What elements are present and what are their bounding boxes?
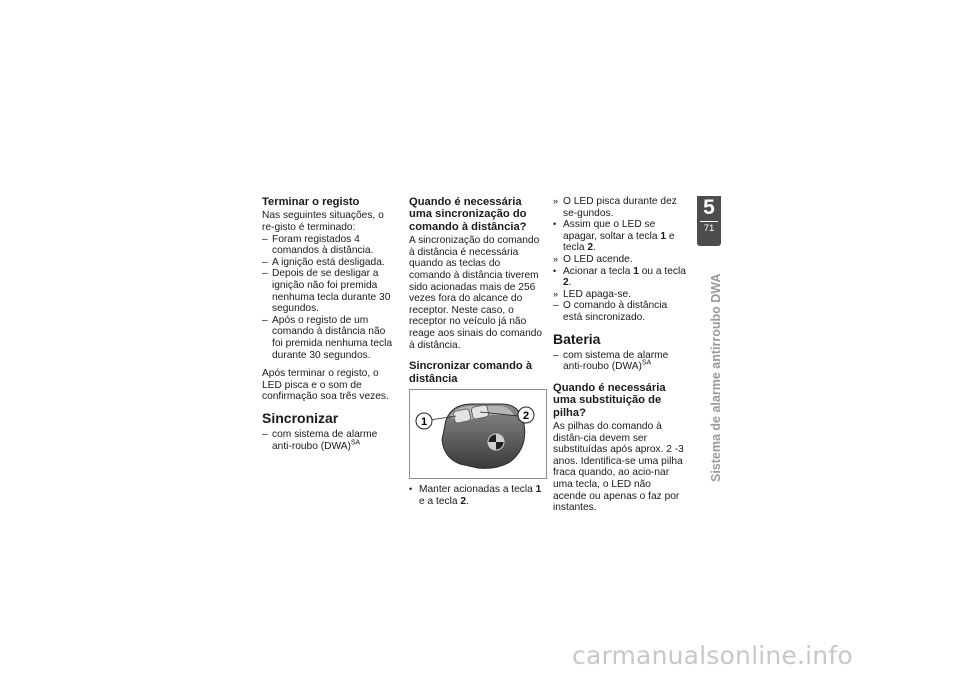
sa-superscript: SA: [350, 439, 361, 447]
list-item: • Manter acionadas a tecla 1 e a tecla 2.: [409, 483, 542, 507]
heading-quando-sincronizacao: Quando é necessária uma sincronização do comando à distância?: [409, 196, 527, 233]
chapter-tab: [697, 196, 721, 246]
list-item: – com sistema de alarme anti-roubo (DWA)$^{SA}$: [553, 349, 669, 373]
list-item: – com sistema de alarme anti-roubo (DWA)$^{SA}$: [262, 428, 378, 452]
paragraph: As pilhas do comando à distân-cia devem ser substituídas após aprox. 2 -3 anos. Identifica-se uma pilha fraca quando, ao acio-nar uma tecla, o LED não acende ou apenas o faz por instantes.: [553, 420, 684, 514]
column-1: [262, 196, 394, 452]
list-item: – O comando à distância está sincronizado.: [553, 300, 668, 323]
list-item: – Foram registados 4 comandos à distância.: [262, 233, 374, 257]
page-number: 71: [703, 223, 715, 234]
list-item: – A ignição está desligada.: [262, 256, 385, 268]
column-3: [553, 196, 687, 514]
list-item: » LED apaga-se.: [553, 288, 631, 300]
list-item: • Assim que o LED se apagar, soltar a tecla 1 e tecla 2.: [553, 219, 675, 254]
remote-key-figure: [409, 389, 547, 479]
paragraph: A sincronização do comando à distância é necessária quando as teclas do comando à distância tiverem sido acionadas mais de 256 vezes fora do alcance do receptor. Neste caso, o receptor no veículo já não reage aos sinais do comando à distância.: [409, 235, 543, 351]
heading-sincronizar: Sincronizar: [262, 409, 339, 426]
side-chapter-title: Sistema de alarme antirroubo DWA: [709, 273, 723, 482]
sa-superscript: SA: [641, 359, 652, 367]
callout-2: 2: [522, 409, 530, 422]
heading-sincronizar-comando: Sincronizar comando à distância: [409, 360, 533, 385]
remote-key-illustration: [410, 390, 546, 478]
heading-bateria: Bateria: [553, 330, 601, 347]
list-item: – Após o registo de um comando à distância não foi premida nenhuma tecla durante 30 segundos.: [262, 314, 393, 361]
heading-substituicao-pilha: Quando é necessária uma substituição de pilha?: [553, 381, 666, 419]
watermark: carmanualsonline.info: [572, 641, 853, 670]
callout-1: 1: [420, 415, 428, 428]
list-item: » O LED acende.: [553, 253, 633, 265]
list-item: – Depois de se desligar a ignição não foi premida nenhuma tecla durante 30 segundos.: [262, 268, 391, 315]
heading-terminar-registo: Terminar o registo: [262, 196, 360, 208]
list-item: • Acionar a tecla 1 ou a tecla 2.: [553, 265, 686, 289]
intro-text: Nas seguintes situações, o re-gisto é terminado:: [262, 210, 384, 233]
paragraph: Após terminar o registo, o LED pisca e o som de confirmação soa três vezes.: [262, 368, 389, 403]
chapter-number: 5: [703, 196, 715, 219]
tab-divider: [700, 221, 718, 222]
column-2: [409, 196, 543, 507]
list-item: » O LED pisca durante dez se-gundos.: [553, 196, 677, 219]
